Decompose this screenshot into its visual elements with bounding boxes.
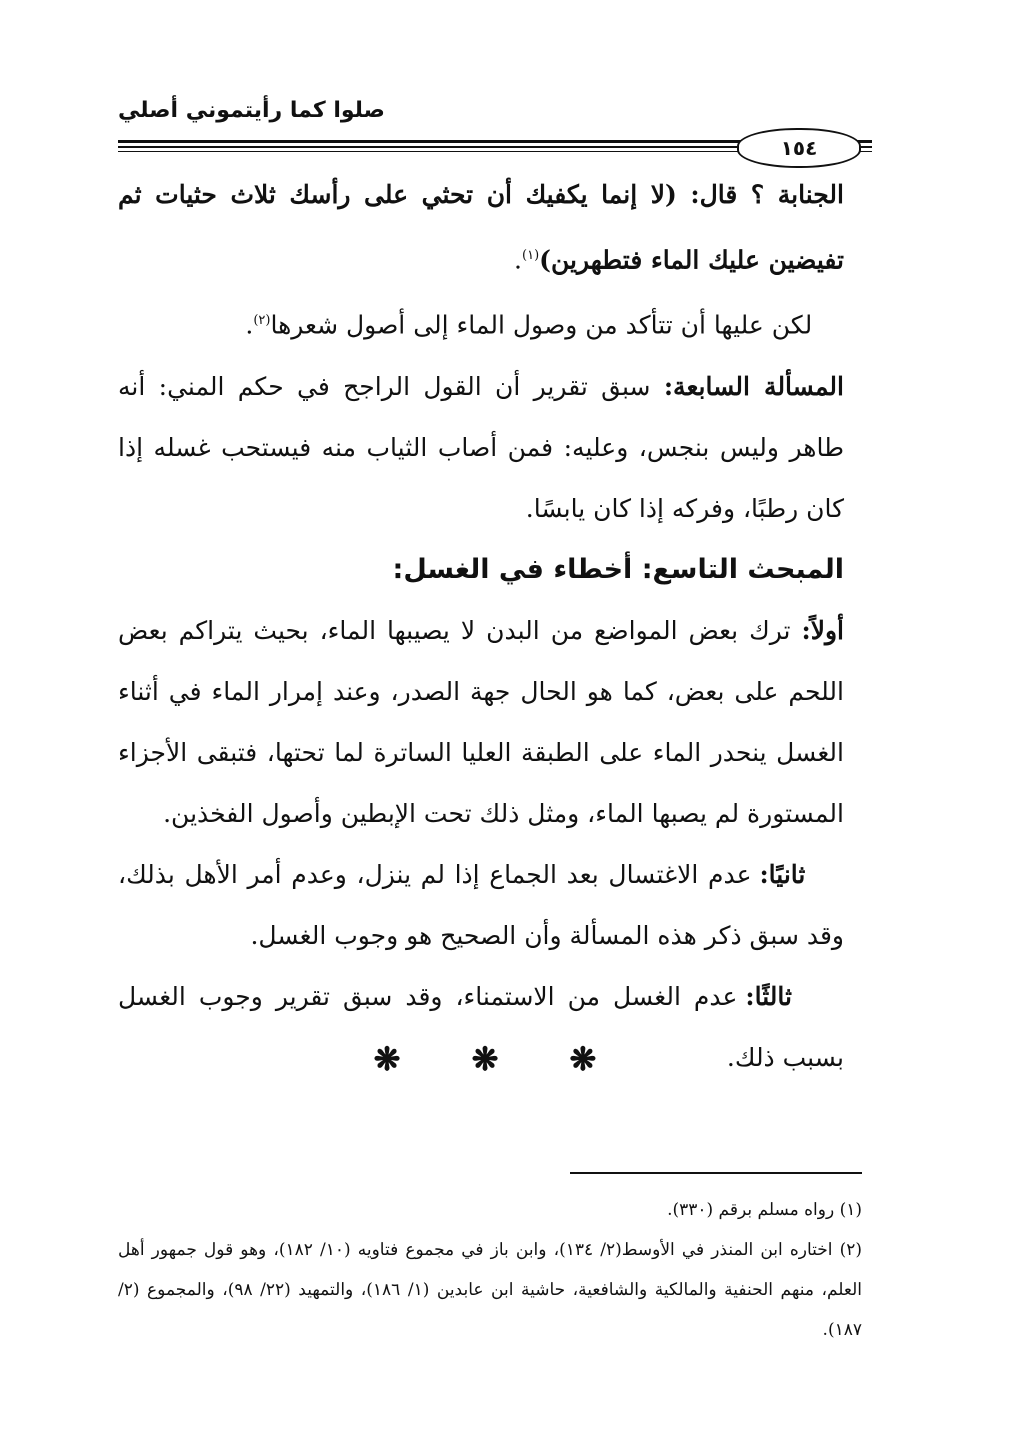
third-text: عدم الغسل من الاستمناء، وقد سبق تقرير وجوب الغسل بسبب ذلك.	[118, 981, 844, 1072]
paragraph-seventh-issue	[118, 356, 844, 539]
running-header-title: صلوا كما رأيتموني أصلي	[118, 98, 385, 123]
third-label: ثالثًا:	[745, 981, 792, 1011]
first-label: أولاً:	[801, 615, 844, 645]
second-text: عدم الاغتسال بعد الجماع إذا لم ينزل، وعدم أمر الأهل بذلك، وقد سبق ذكر هذه المسألة وأن الصحيح هو وجوب الغسل.	[118, 859, 844, 950]
section-heading: المبحث التاسع: أخطاء في الغسل:	[392, 553, 844, 585]
hair-end: .	[245, 310, 254, 340]
footnote-1: (١) رواه مسلم برقم (٣٣٠).	[667, 1200, 862, 1220]
hadith-end: .	[514, 245, 522, 275]
main-text	[118, 164, 844, 1088]
footnotes	[118, 1190, 862, 1350]
footnote-rule	[570, 1172, 862, 1174]
section-separator: ❋ ❋ ❋	[373, 1040, 627, 1078]
hair-text: لكن عليها أن تتأكد من وصول الماء إلى أصول شعرها	[270, 310, 813, 340]
footnote-ref-1[interactable]: (١)	[522, 248, 540, 263]
second-label: ثانيًا:	[759, 859, 806, 889]
paragraph-first	[118, 600, 844, 844]
footnote-ref-2[interactable]: (٢)	[253, 313, 271, 329]
page-number-badge: ١٥٤	[737, 128, 861, 168]
seventh-issue-text: سبق تقرير أن القول الراجح في حكم المني: أنه طاهر وليس بنجس، وعليه: فمن أصاب الثياب منه فيستحب غسله إذا كان رطبًا، وفركه إذا كان يابسًا.	[118, 371, 844, 523]
seventh-issue-label: المسألة السابعة:	[663, 371, 844, 401]
paragraph-hair	[118, 290, 844, 355]
first-text: ترك بعض المواضع من البدن لا يصيبها الماء، بحيث يتراكم بعض اللحم على بعض، كما هو الحال جهة الصدر، وعند إمرار الماء في أثناء الغسل ينحدر الماء على الطبقة العليا الساترة لما تحتها، فتبقى الأجزاء المستورة لم يصبها الماء، ومثل ذلك تحت الإبطين وأصول الفخذين.	[118, 615, 844, 828]
footnote-2: (٢) اختاره ابن المنذر في الأوسط(٢/ ١٣٤)، وابن باز في مجموع فتاويه (١٠/ ١٨٢)، وهو قول جمهور أهل العلم، منهم الحنفية والمالكية والشافعية، حاشية ابن عابدين (١/ ١٨٦)، والتمهيد (٢٢/ ٩٨)، والمجموع (٢/ ١٨٧).	[118, 1240, 863, 1340]
hadith-text: الجنابة ؟ قال: (لا إنما يكفيك أن تحثي على رأسك ثلاث حثيات ثم تفيضين عليك الماء فتطهرين)	[118, 180, 844, 275]
paragraph-hadith	[118, 164, 844, 290]
paragraph-second	[118, 844, 844, 966]
